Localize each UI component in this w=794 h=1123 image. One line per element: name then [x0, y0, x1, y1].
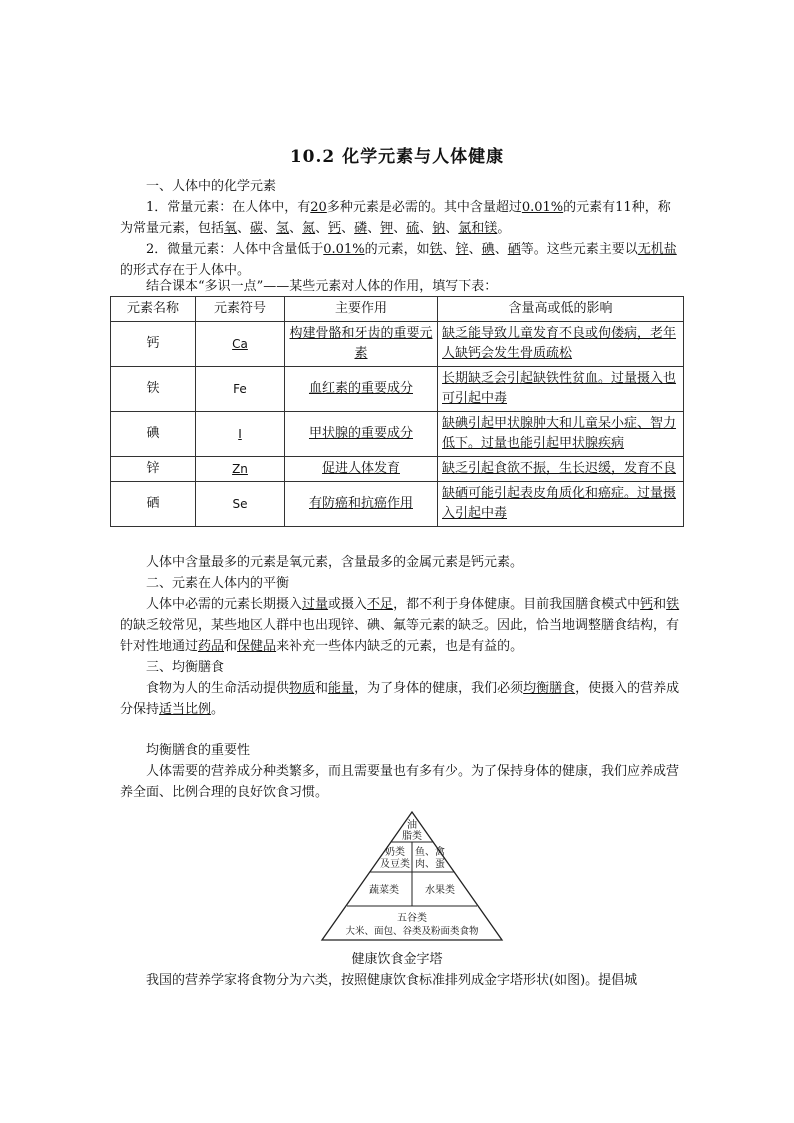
cell-effect: 长期缺乏会引起缺铁性贫血。过量摄入也可引起中毒: [438, 367, 684, 412]
pyramid-fruits: 水果类: [425, 885, 455, 896]
header-role: 主要作用: [285, 297, 438, 322]
pyramid-top-line1: 油: [407, 820, 417, 831]
cell-symbol: Ca: [196, 322, 285, 367]
cell-role: 促进人体发育: [285, 457, 438, 482]
importance-para: 人体需要的营养成分种类繁多，而且需要量也有多有少。为了保持身体的健康，我们应养成营养全面、比例合理的良好饮食习惯。: [120, 764, 680, 800]
pyramid-grains-title: 五谷类: [397, 913, 427, 924]
header-symbol: 元素符号: [196, 297, 285, 322]
cell-effect: 缺碘引起甲状腺肿大和儿童呆小症、智力低下。过量也能引起甲状腺疾病: [438, 412, 684, 457]
cell-symbol: Fe: [196, 367, 285, 412]
table-row: [111, 322, 684, 367]
cell-name: 锌: [111, 457, 196, 482]
cell-effect: 缺乏引起食欲不振，生长迟缓，发育不良: [438, 457, 684, 482]
cell-symbol: I: [196, 412, 285, 457]
section1-para2: 2．微量元素：人体中含量低于0.01%的元素，如铁、锌、碘、硒等。这些元素主要以无机盐的形式存在于人体中。: [120, 242, 677, 278]
page-title: 10.2 化学元素与人体健康: [289, 147, 505, 167]
pyramid-top-line2: 脂类: [402, 831, 422, 842]
header-effect: 含量高或低的影响: [438, 297, 684, 322]
cell-effect: 缺乏能导致儿童发育不良或佝偻病，老年人缺钙会发生骨质疏松: [438, 322, 684, 367]
header-name: 元素名称: [111, 297, 196, 322]
table-row: [111, 367, 684, 412]
section3-para: 食物为人的生命活动提供物质和能量，为了身体的健康，我们必须均衡膳食，使摄入的营养成分保持适当比例。: [120, 681, 680, 717]
pyramid-meat-line2: 肉、蛋: [415, 859, 445, 870]
pyramid-dairy-line1: 奶类: [385, 847, 405, 858]
cell-role: 有防癌和抗癌作用: [285, 482, 438, 527]
table-row: [111, 412, 684, 457]
table-header-row: [111, 297, 684, 322]
cell-name: 碘: [111, 412, 196, 457]
pyramid-meat-line1: 鱼、禽: [415, 847, 445, 858]
table-row: [111, 482, 684, 527]
cell-name: 铁: [111, 367, 196, 412]
food-pyramid-diagram: [320, 810, 504, 942]
cell-symbol: Zn: [196, 457, 285, 482]
importance-heading: 均衡膳食的重要性: [146, 743, 251, 758]
section2-heading: 二、元素在人体内的平衡: [146, 576, 290, 591]
pyramid-dairy-line2: 及豆类: [380, 859, 410, 870]
pyramid-caption: 健康饮食金字塔: [351, 952, 443, 967]
after-table-text: 人体中含量最多的元素是氧元素，含量最多的金属元素是钙元素。: [146, 555, 524, 570]
table-row: [111, 457, 684, 482]
pyramid-grains-detail: 大米、面包、谷类及粉面类食物: [345, 926, 479, 937]
section1-heading: 一、人体中的化学元素: [146, 179, 277, 194]
cell-name: 硒: [111, 482, 196, 527]
pyramid-vegetables: 蔬菜类: [369, 885, 399, 896]
cell-role: 构建骨骼和牙齿的重要元素: [285, 322, 438, 367]
last-paragraph: 我国的营养学家将食物分为六类，按照健康饮食标准排列成金字塔形状(如图)。提倡城: [146, 973, 638, 988]
section3-heading: 三、均衡膳食: [146, 660, 225, 675]
elements-table: [110, 296, 684, 527]
section1-para1: 1．常量元素：在人体中，有20多种元素是必需的。其中含量超过0.01%的元素有11种，称为常量元素，包括氧、碳、氢、氮、钙、磷、钾、硫、钠、氯和镁。: [120, 200, 671, 236]
section1-para3: 结合课本“多识一点”——某些元素对人体的作用，填写下表：: [146, 279, 498, 294]
cell-name: 钙: [111, 322, 196, 367]
section2-para: 人体中必需的元素长期摄入过量或摄入不足，都不利于身体健康。目前我国膳食模式中钙和铁的缺乏较常见，某些地区人群中也出现锌、碘、氟等元素的缺乏。因此，恰当地调整膳食结构，有针对性地通过药品和保健品来补充一些体内缺乏的元素，也是有益的。: [120, 597, 680, 654]
cell-role: 血红素的重要成分: [285, 367, 438, 412]
cell-effect: 缺硒可能引起表皮角质化和癌症。过量摄入引起中毒: [438, 482, 684, 527]
cell-role: 甲状腺的重要成分: [285, 412, 438, 457]
cell-symbol: Se: [196, 482, 285, 527]
